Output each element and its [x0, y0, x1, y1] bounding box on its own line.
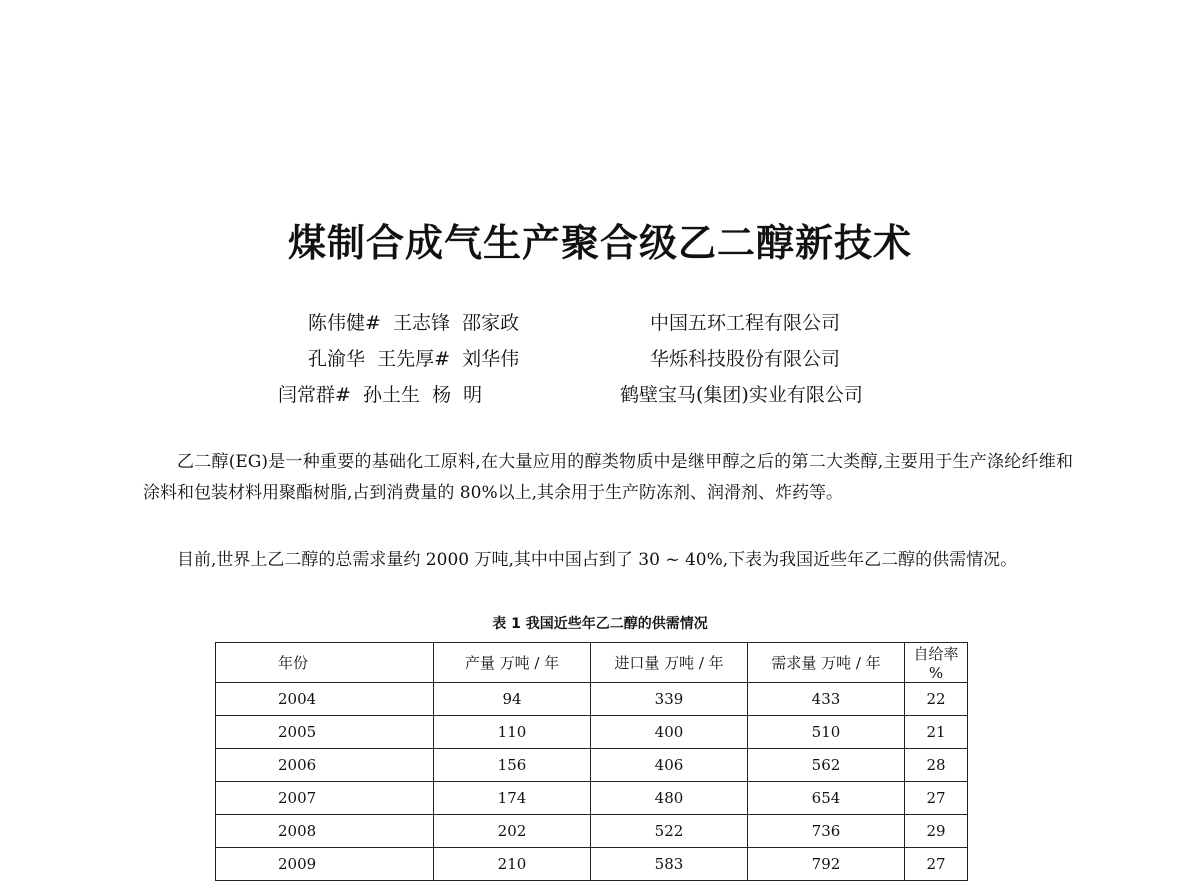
cell-year: 2008	[216, 815, 434, 848]
cell-demand: 736	[748, 815, 905, 848]
cell-year: 2006	[216, 749, 434, 782]
cell-self-sufficiency: 29	[905, 815, 968, 848]
cell-production: 174	[434, 782, 591, 815]
supply-demand-table	[215, 642, 968, 881]
cell-demand: 433	[748, 683, 905, 716]
cell-demand: 792	[748, 848, 905, 881]
body-paragraph: 乙二醇(EG)是一种重要的基础化工原料,在大量应用的醇类物质中是继甲醇之后的第二大类醇,主要用于生产涤纶纤维和涂料和包装材料用聚酯树脂,占到消费量的 80%以上,其余用于生产防冻剂、润滑剂、炸药等。	[143, 452, 1073, 503]
cell-import: 339	[591, 683, 748, 716]
cell-import: 480	[591, 782, 748, 815]
body-paragraph: 目前,世界上乙二醇的总需求量约 2000 万吨,其中中国占到了 30 ~ 40%,下表为我国近些年乙二醇的供需情况。	[177, 550, 1018, 570]
author-names: 闫常群# 孙土生 杨 明	[278, 384, 483, 406]
cell-demand: 562	[748, 749, 905, 782]
table-row	[216, 749, 968, 782]
column-header-import: 进口量 万吨 / 年	[591, 643, 748, 683]
cell-year: 2004	[216, 683, 434, 716]
table-row	[216, 716, 968, 749]
author-names: 陈伟健# 王志锋 邵家政	[308, 312, 520, 334]
cell-self-sufficiency: 22	[905, 683, 968, 716]
cell-import: 583	[591, 848, 748, 881]
author-affiliation: 华烁科技股份有限公司	[650, 348, 841, 370]
table-caption: 表 1 我国近些年乙二醇的供需情况	[492, 616, 708, 632]
cell-year: 2009	[216, 848, 434, 881]
cell-demand: 654	[748, 782, 905, 815]
author-row	[270, 308, 970, 344]
column-header-self-sufficiency: 自给率 %	[905, 643, 968, 683]
cell-production: 210	[434, 848, 591, 881]
column-header-year: 年份	[216, 643, 434, 683]
cell-self-sufficiency: 21	[905, 716, 968, 749]
column-header-demand: 需求量 万吨 / 年	[748, 643, 905, 683]
cell-production: 156	[434, 749, 591, 782]
author-row	[270, 344, 970, 380]
cell-production: 110	[434, 716, 591, 749]
author-block	[270, 308, 970, 416]
cell-self-sufficiency: 27	[905, 782, 968, 815]
cell-import: 406	[591, 749, 748, 782]
table-row	[216, 815, 968, 848]
table-row	[216, 782, 968, 815]
table-row	[216, 683, 968, 716]
page-title: 煤制合成气生产聚合级乙二醇新技术	[287, 221, 912, 265]
author-row	[270, 380, 970, 416]
cell-production: 202	[434, 815, 591, 848]
cell-import: 522	[591, 815, 748, 848]
cell-year: 2007	[216, 782, 434, 815]
cell-import: 400	[591, 716, 748, 749]
column-header-production: 产量 万吨 / 年	[434, 643, 591, 683]
author-names: 孔渝华 王先厚# 刘华伟	[308, 348, 520, 370]
cell-production: 94	[434, 683, 591, 716]
author-affiliation: 中国五环工程有限公司	[650, 312, 841, 334]
cell-self-sufficiency: 27	[905, 848, 968, 881]
author-affiliation: 鹤壁宝马(集团)实业有限公司	[620, 384, 863, 406]
table-header-row	[216, 643, 968, 683]
table-row	[216, 848, 968, 881]
cell-year: 2005	[216, 716, 434, 749]
cell-self-sufficiency: 28	[905, 749, 968, 782]
cell-demand: 510	[748, 716, 905, 749]
